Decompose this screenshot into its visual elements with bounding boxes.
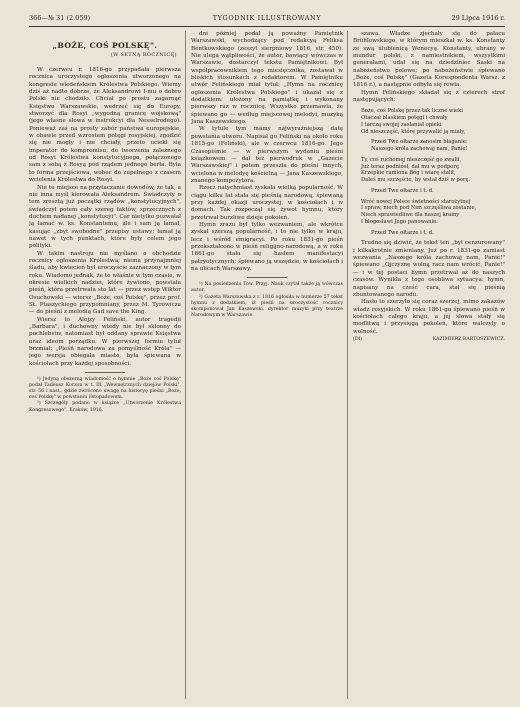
verse-line: I błogosławi Jego panowanie. <box>361 218 438 225</box>
verse-line: Przed Twe ołtarze i t. d. <box>371 187 434 194</box>
verse-line: Od nieszczęść, które przywalić ją miały, <box>361 128 466 135</box>
paragraph: szawa. Władze zjechały się do pałacu Brühlowskiego, w którym mieszkał w. ks. Konstanty ze swą ulubienicą Wenecyą. Konstanty, ubrany w mundur polski, z namiestnikiem, wszystkimi generałami, udał się na dziedziniec Saski na nabożeństwo polowe; po nabożeństwie śpiewano „Boże, coś Polskę" (Gazeta Korespondenta Warsz. z 1816 r.), a następnie odbyła się rewia. <box>353 31 505 89</box>
verse-line: I tarczą swojej zasłaniał opieki <box>361 121 442 128</box>
article-title: „BOŻE, COŚ POLSKĘ". <box>52 41 158 50</box>
paragraph: Rzecz natychmiast zyskała wielką popularność. W ciągu kilku lat stała się pieśnią narodową, śpiewaną przy każdej okazji uroczystej, w kościołach i w domach. Tak rozpoczął się żywot hymnu, który przetrwał burzliwe dzieje pokoleń. <box>191 185 343 221</box>
chorus <box>361 188 505 195</box>
column-divider <box>185 31 186 699</box>
journal-title: TYGODNIK ILLUSTROWANY <box>212 14 322 22</box>
paragraph: Hasło to szerzyło się coraz szerzej, mimo zakazów władz rosyjskich. W roku 1861-go śpiewano pieśń w kościołach całego kraju, a jej słowa stały się modlitwą i przysięgą pokoleń, które walczyły o wolność. <box>353 299 505 335</box>
verse-line: Boże, coś Polskę przez tak liczne wieki <box>361 108 463 115</box>
stanza <box>361 157 505 184</box>
header-rule <box>29 26 505 27</box>
paragraph: W tytule tym mamy najwyraźniejszą datę powstania utworu. Napisał go Feliński na około roku 1815-go (Feliński), ale w czerwcu 1816-go. Jego Czasopiśmie — w pierwszym wydaniu pieśni książkowem — dał też pierwodruk w „Gazecie Warszawskiej" i potem przeszła do pieśni innych, wcielona w melodyę kościelną — Jana Kaszewskiego, znanego kompozytora. <box>191 126 343 184</box>
column-divider <box>347 31 348 699</box>
paragraph-group <box>29 67 181 368</box>
paragraph: Trudno się dziwić, że tekst ten „był cenzurowany" i kilkakrotnie zmieniany. Już po r. 1831-go zamiast wezwania „Naszego króla zachowaj nam, Panie!" śpiewano „Ojczyznę wolną racz nam wrócić, Panie!" — i w tej postaci hymn przetrwał aż do naszych czasów. Wynikła z tego osobliwa sytuacya: hymn, napisany na cześć cara, stał się pieśnią zbuntowanego narodu. <box>353 240 505 298</box>
paragraph: Nie tu miejsce na przytaczanie dowodów, że tak, a nie inna myśl kierowała Aleksandrem. Świadczyły o tem zresztą już początki rządów „konstytucyjnych", świadczył potem cały szereg faktów, sprzecznych z duchem nadanej „konstytucyi". Car nietylko pozwalał ją łamać w. ks. Konstantemu, ale i sam ją łamał, kasując „zbyt swobodne" przepisy ustawy; łamał ją nawet w tych punktach, które były celem jego polityki. <box>29 184 181 250</box>
footnote-separator <box>85 372 125 373</box>
paragraph: Hymn zrazu był tylko wezwaniem, ale wkrótce zyskał szerszą popularność, i to nie tylko w kraju, lecz i wśród emigracyi. Po roku 1831-go pieśń przekształcono w pieśń religijno-narodową, a w roku 1861-go stała się hasłem manifestacyi patryotycznych; śpiewano ją wszędzie, w kościołach i na ulicach Warszawy. <box>191 221 343 272</box>
column-2 <box>191 31 343 699</box>
author-signature: KAZIMIERZ BARTOSZEWICZ. <box>432 336 505 342</box>
footnote: ¹) Jedyną obszerną wiadomość o hymnie „Boże coś Polskę" podał Tadeusz Korzon w t. III „Wewnętrznych dziejów Polski", str. 56 i nast., gdzie zwrócono uwagę na historyę pieśni „Boże, coś Polskę" w powstaniu listopadowem. <box>29 377 181 401</box>
signature-line <box>353 336 505 343</box>
verse-line: Przed Twe ołtarze zanosim błaganie: <box>371 139 468 146</box>
stanza <box>361 199 505 226</box>
verse-line: I spraw, niech pod Nim szczęśliwa zostanie, <box>361 205 477 212</box>
footnote: ¹) Na posiedzeniu Tow. Przyj. Nauk czytał także ją wówczas autor. <box>191 282 343 294</box>
verse-line: Ty, coś ruchomej nieszczęść go zwalił, <box>361 156 462 163</box>
verse-line: Wróć nowej Polsce świetności starożytnej <box>361 198 471 205</box>
verse-line: Krzepkie ramiona Bóg i wiarę stalił, <box>361 170 456 177</box>
article-byline: (W SETNĄ ROCZNICĘ) <box>110 53 177 58</box>
page-number: 366—№ 31 (2.059) <box>29 14 91 22</box>
column-3 <box>353 31 505 699</box>
verse-line: Już teraz podniósł, dał mu w podporę <box>361 163 459 170</box>
footnote-separator <box>247 277 287 278</box>
verse-line: Niech sprawiedliwe dla naszej krainy <box>361 212 460 219</box>
column-1 <box>29 31 181 699</box>
issue-date: 29 Lipca 1916 r. <box>451 14 505 22</box>
verse-line: Naszego króla zachowaj nam, Panie! <box>371 146 468 153</box>
paragraph: dni później podał ją poważny Pamiętnik Warszawski, wychodzący pod redakcyą Feliksa Bentkowskiego (zeszyt sierpniowy 1816, str. 450). Nie ulega wątpliwości, że autor, bawiący wówczas w Warszawie, dostarczył tekstu Pamiętnikowi. Był współpracownikiem tego miesięcznika, zostawał w bliskich stosunkach z redaktorem. W Pamiętniku utwór Felińskiego miał tytuł: „Hymn na rocznicę ogłoszenia Królestwa Polskiego" i ukazał się z dodatkiem: ułożony na pamiątkę i wykonany pierwszy raz w rocznicę. Wszystko przemawia, że śpiewano go — według miejscowej melodyi, muzyką Jana Kaszewskiego. <box>191 31 343 126</box>
signature-mark: (Dł) <box>353 336 362 342</box>
paragraph: W takim nastroju nie myślano o obchodzie rocznicy ogłoszenia Królestwa; niema przynajmniej śladu, aby kwiecień był uroczyście zaznaczony w tym roku. Wiadomo jednak, że to właśnie w tym czasie, w okresie wielkich nadziei, które żywiono, powstała pieśń, która przetrwała sto lat — przez wstęp Wiktor Osuchowski — wiersz „Boże, coś Polskę", przez prof. St. Ptaszyckiego przypomniany, przez M. Tyrowicza — do pieśni z melodią Gad save the King. <box>29 250 181 316</box>
footnote: ²) Gazeta Warszawska z r. 1816 ogłosiła w numerze 57 tekst hymnu z dodatkiem, iż pieśń na uroczystość rocznicy skomponował Jan Kaszewski, dyrektor muzyki przy teatrze Narodowym w Warszawie. <box>191 294 343 318</box>
stanza <box>361 108 505 135</box>
paragraph: Hymn Felińskiego składał się z czterech strof następujących: <box>353 89 505 104</box>
paragraph: Wiersz to Alojzy Feliński, autor tragedii „Barbara", i duchowny wtedy nie był skłonny do pochlebstw, natomiast był oddany sprawie Księstwa oraz ideom porządku. W pierwszej formie tytuł brzmiał: „Pieśń narodowa za pomyślność Króla" — jego wersja obiegała miasto, była śpiewana w kościołach przy każdej sposobności. <box>29 316 181 367</box>
verse-line: Otaczał blaskiem potęgi i chwały <box>361 115 448 122</box>
paragraph: W czerwcu r. 1816-go przypadała pierwsza rocznica uroczystego ogłoszenia utworzonego na kongresie wiedeńskiem Królestwa Polskiego. Wiemy dziś aż nadto dobrze, że Aleksandrowi I-mu o dobro Polski nie chodziło. Chciał po prostu zagarnąć Księstwo Warszawskie, wedrzeć się do Europy, stworzyć dla Rosyi „wygodną granicę wojskową" (jego własne słowa w instrukcyi dla Nesselrodego). Ponieważ zaś na prosty zabór państwa europejskie, w obawie przed wzrostem potęgi rosyjskiej, zgodzić się nie mogły i nie chciały, przeto uciekł się imperator do kompromisu, do tworzenia zależnego od Rosyi Królestwa konstytucyjnego, połączonego sam z sobą z Rosyą pod rządem jednego berła. Była to forma przejściowa, wobec do zupełnego z czasem wcielenia Królestwa do Rosyi. <box>29 67 181 184</box>
hymn-text <box>353 108 505 236</box>
footnote: ²) Szczegóły podano w książce „Utworzenie Królestwa Kongresowego", Kraków, 1916. <box>29 401 181 413</box>
running-header <box>29 11 505 25</box>
chorus <box>361 139 505 153</box>
chorus <box>361 230 505 237</box>
verse-line: Dałeś mu szczęście, by wstał dziś w porę. <box>361 177 471 184</box>
verse-line: Przed Twe ołtarze i t. d. <box>371 229 434 236</box>
